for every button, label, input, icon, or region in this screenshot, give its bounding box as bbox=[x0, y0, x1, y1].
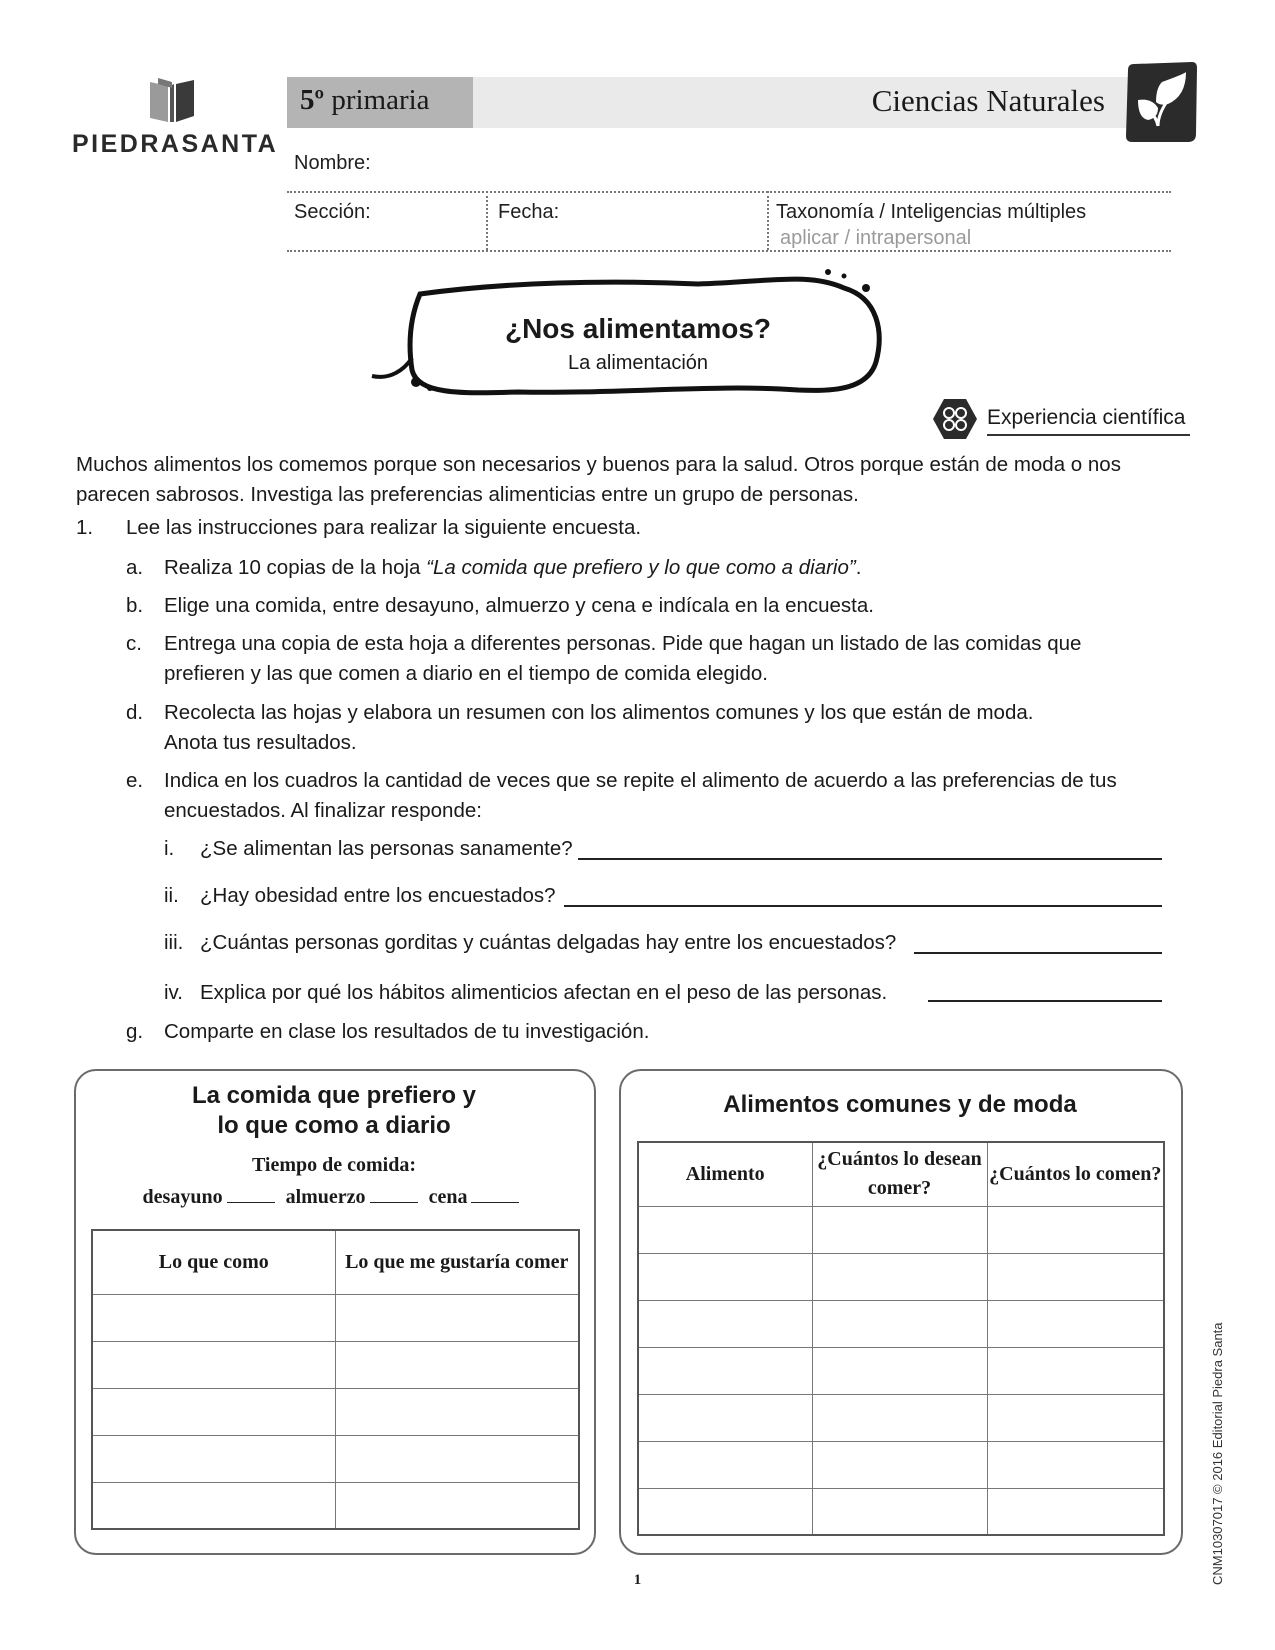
answer-line[interactable] bbox=[578, 858, 1162, 860]
table-cell[interactable] bbox=[638, 1488, 812, 1535]
divider-line bbox=[767, 191, 769, 250]
subject-title: Ciencias Naturales bbox=[871, 83, 1105, 118]
table-cell[interactable] bbox=[638, 1300, 812, 1347]
divider-line bbox=[486, 191, 488, 250]
table-cell[interactable] bbox=[92, 1388, 335, 1435]
substep-marker: a. bbox=[126, 556, 144, 579]
table-cell[interactable] bbox=[92, 1294, 335, 1341]
table-cell[interactable] bbox=[92, 1435, 335, 1482]
taxonomy-value: aplicar / intrapersonal bbox=[780, 227, 972, 249]
substep-text: Elige una comida, entre desayuno, almuerzo y cena e indícala en la encuesta. bbox=[164, 594, 874, 617]
step-text: Lee las instrucciones para realizar la siguiente encuesta. bbox=[126, 516, 642, 539]
substep-marker: c. bbox=[126, 632, 142, 655]
intro-paragraph bbox=[76, 450, 1206, 510]
table-cell[interactable] bbox=[335, 1294, 579, 1341]
divider-line bbox=[287, 191, 1171, 193]
activity-type-underline bbox=[987, 434, 1190, 436]
table-cell[interactable] bbox=[92, 1341, 335, 1388]
molecule-icon bbox=[932, 397, 978, 441]
table-cell[interactable] bbox=[638, 1206, 812, 1253]
table-cell[interactable] bbox=[92, 1482, 335, 1529]
survey-title: La comida que prefiero y lo que como a diario bbox=[191, 1082, 477, 1139]
column-header: ¿Cuántos lo comen? bbox=[987, 1142, 1164, 1206]
summary-table bbox=[637, 1141, 1165, 1536]
table-cell[interactable] bbox=[335, 1435, 579, 1482]
leaf-icon bbox=[1122, 60, 1198, 144]
question-text: ¿Hay obesidad entre los encuestados? bbox=[200, 884, 556, 907]
question-marker: ii. bbox=[164, 884, 179, 907]
question-marker: i. bbox=[164, 837, 175, 860]
answer-line[interactable] bbox=[564, 905, 1162, 907]
question-text: Explica por qué los hábitos alimenticios afectan en el peso de las personas. bbox=[200, 981, 888, 1004]
name-label: Nombre: bbox=[294, 152, 371, 174]
document-code: CNM10307017 © 2016 Editorial Piedra Santa bbox=[1210, 1322, 1225, 1585]
step-marker: 1. bbox=[76, 516, 94, 539]
table-cell[interactable] bbox=[638, 1253, 812, 1300]
meal-options bbox=[76, 1184, 592, 1209]
table-cell[interactable] bbox=[638, 1394, 812, 1441]
answer-line[interactable] bbox=[928, 1000, 1162, 1002]
table-cell[interactable] bbox=[812, 1300, 987, 1347]
substep-marker: g. bbox=[126, 1020, 144, 1043]
table-cell[interactable] bbox=[987, 1206, 1164, 1253]
table-cell[interactable] bbox=[987, 1394, 1164, 1441]
activity-type-label: Experiencia científica bbox=[987, 406, 1186, 429]
grade-label: 5º primaria bbox=[300, 84, 430, 116]
breakfast-label: desayuno bbox=[142, 1186, 223, 1208]
table-cell[interactable] bbox=[638, 1441, 812, 1488]
table-cell[interactable] bbox=[812, 1347, 987, 1394]
substep-text: Realiza 10 copias de la hoja “La comida que prefiero y lo que como a diario”. bbox=[164, 556, 862, 579]
table-cell[interactable] bbox=[812, 1394, 987, 1441]
dinner-blank[interactable] bbox=[471, 1184, 519, 1203]
substep-text: Indica en los cuadros la cantidad de veces que se repite el alimento de acuerdo a las preferencias de tus encuestados. Al finalizar responde: bbox=[164, 769, 1117, 822]
taxonomy-label: Taxonomía / Inteligencias múltiples bbox=[776, 201, 1087, 223]
date-label: Fecha: bbox=[498, 201, 560, 223]
summary-title: Alimentos comunes y de moda bbox=[723, 1091, 1077, 1118]
question-marker: iii. bbox=[164, 931, 184, 954]
substep-marker: d. bbox=[126, 701, 144, 724]
worksheet-title: ¿Nos alimentamos? bbox=[504, 313, 772, 344]
publisher-logo: PIEDRASANTA bbox=[72, 130, 279, 158]
divider-line bbox=[287, 250, 1171, 252]
substep-marker: b. bbox=[126, 594, 144, 617]
table-cell[interactable] bbox=[987, 1488, 1164, 1535]
question-text: ¿Cuántas personas gorditas y cuántas delgadas hay entre los encuestados? bbox=[200, 931, 897, 954]
name-field[interactable] bbox=[370, 148, 1170, 180]
intro-line: Muchos alimentos los comemos porque son necesarios y buenos para la salud. Otros porque están de moda o nos bbox=[76, 453, 1121, 476]
survey-table bbox=[91, 1229, 580, 1530]
column-header: ¿Cuántos lo desean comer? bbox=[812, 1142, 987, 1206]
table-cell[interactable] bbox=[812, 1488, 987, 1535]
book-logo-icon bbox=[148, 78, 198, 122]
column-header: Alimento bbox=[638, 1142, 812, 1206]
substep-marker: e. bbox=[126, 769, 144, 792]
worksheet-subtitle: La alimentación bbox=[567, 352, 709, 374]
table-cell[interactable] bbox=[987, 1253, 1164, 1300]
intro-line: parecen sabrosos. Investiga las preferencias alimenticias entre un grupo de personas. bbox=[76, 483, 859, 506]
dinner-label: cena bbox=[428, 1186, 468, 1208]
table-cell[interactable] bbox=[335, 1341, 579, 1388]
table-cell[interactable] bbox=[812, 1253, 987, 1300]
table-cell[interactable] bbox=[335, 1482, 579, 1529]
substep-text: Recolecta las hojas y elabora un resumen con los alimentos comunes y los que están de moda. Anota tus resultados. bbox=[164, 701, 1034, 754]
meal-time-label: Tiempo de comida: bbox=[251, 1154, 417, 1176]
question-text: ¿Se alimentan las personas sanamente? bbox=[200, 837, 573, 860]
breakfast-blank[interactable] bbox=[227, 1184, 275, 1203]
table-cell[interactable] bbox=[335, 1388, 579, 1435]
answer-line[interactable] bbox=[914, 952, 1162, 954]
page-number: 1 bbox=[633, 1572, 642, 1588]
column-header: Lo que como bbox=[92, 1230, 335, 1294]
table-cell[interactable] bbox=[812, 1206, 987, 1253]
lunch-label: almuerzo bbox=[285, 1186, 366, 1208]
table-cell[interactable] bbox=[987, 1347, 1164, 1394]
table-cell[interactable] bbox=[638, 1347, 812, 1394]
substep-text: Comparte en clase los resultados de tu investigación. bbox=[164, 1020, 650, 1043]
question-marker: iv. bbox=[164, 981, 183, 1004]
table-cell[interactable] bbox=[987, 1300, 1164, 1347]
table-cell[interactable] bbox=[987, 1441, 1164, 1488]
column-header: Lo que me gustaría comer bbox=[335, 1230, 579, 1294]
table-cell[interactable] bbox=[812, 1441, 987, 1488]
section-label: Sección: bbox=[294, 201, 371, 223]
substep-text: Entrega una copia de esta hoja a diferentes personas. Pide que hagan un listado de las comidas que prefieren y las que comen a diario en el tiempo de comida elegido. bbox=[164, 632, 1082, 685]
lunch-blank[interactable] bbox=[370, 1184, 418, 1203]
